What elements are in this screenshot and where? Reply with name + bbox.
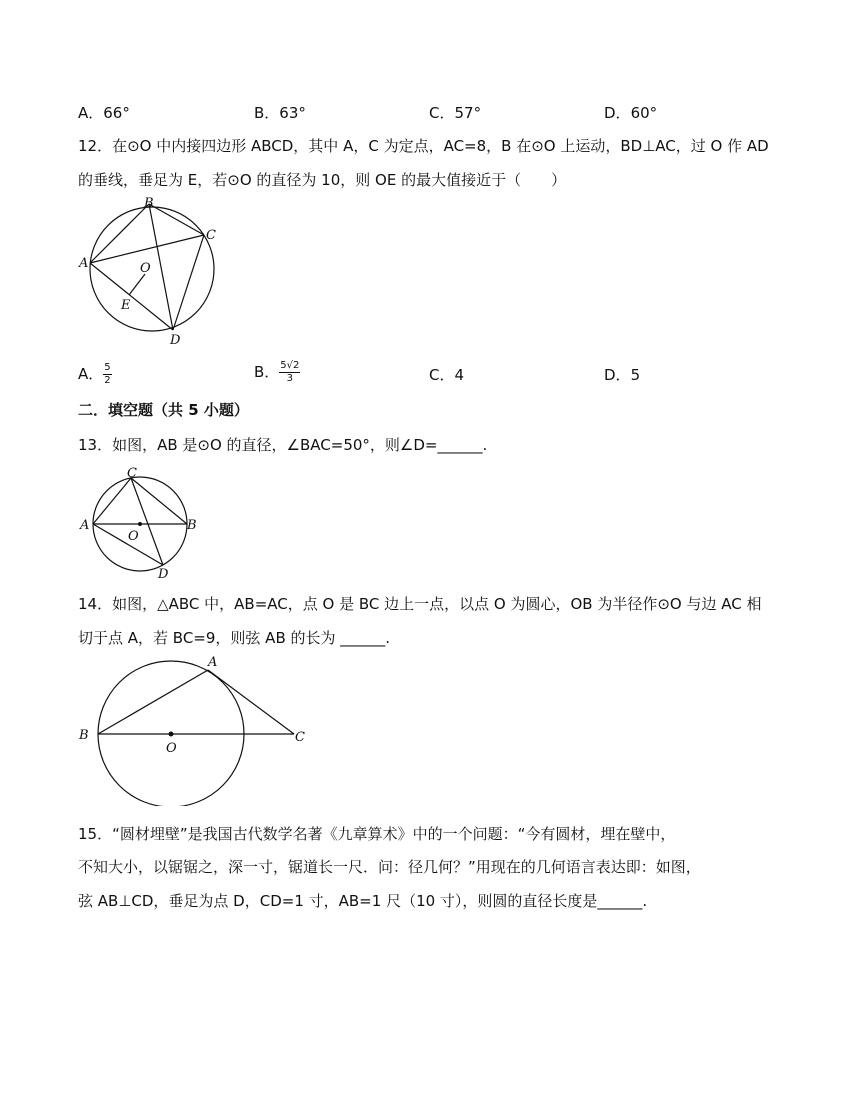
q14-segment-ba xyxy=(98,670,208,734)
q14-label-a: A xyxy=(208,655,218,670)
q12-segment-ac xyxy=(90,235,204,263)
q14-label-b: B xyxy=(79,728,89,743)
q12-label-d: D xyxy=(170,333,181,348)
q11-option-c[interactable]: C．57° xyxy=(429,104,482,122)
q15-text-line2: 不知大小，以锯锯之，深一寸，锯道长一尺．问：径几何？”用现在的几何语言表达即：如图， xyxy=(78,858,701,876)
q12-segment-cd xyxy=(173,235,204,330)
q11-option-b[interactable]: B．63° xyxy=(254,104,306,122)
q15-text-line3: 弦 AB⊥CD，垂足为点 D，CD=1 寸，AB=1 尺（10 寸），则圆的直径长度是______. xyxy=(78,892,648,910)
q14-text-line1: 14．如图，△ABC 中，AB=AC，点 O 是 BC 边上一点，以点 O 为圆心，OB 为半径作⊙O 与边 AC 相 xyxy=(78,595,762,613)
q12-option-b[interactable]: B． $\frac{5√2}{3}$ xyxy=(254,360,300,384)
q14-label-o: O xyxy=(166,741,177,756)
q11-option-d[interactable]: D．60° xyxy=(604,104,658,122)
q13-label-a: A xyxy=(80,518,90,533)
q12-figure xyxy=(76,192,226,352)
q14-center-dot xyxy=(169,732,174,737)
q14-figure xyxy=(76,652,316,806)
q12-text-line1: 12．在⊙O 中内接四边形 ABCD，其中 A，C 为定点，AC=8，B 在⊙O 上运动，BD⊥AC，过 O 作 AD xyxy=(78,137,769,155)
q14-text-line2: 切于点 A，若 BC=9，则弦 AB 的长为 ______. xyxy=(78,629,391,647)
q13-label-d: D xyxy=(158,567,169,582)
q13-label-c: C xyxy=(127,466,137,481)
section-heading-fill-in: 二．填空题（共 5 小题） xyxy=(78,401,249,419)
q12-segment-oe xyxy=(129,274,145,295)
q12-option-a-fraction: $\frac{5}{2}$ xyxy=(104,362,111,386)
q12-segment-bc xyxy=(149,204,204,235)
q13-label-o: O xyxy=(128,529,139,544)
q12-label-o: O xyxy=(140,261,151,276)
q12-text-line2: 的垂线，垂足为 E，若⊙O 的直径为 10，则 OE 的最大值接近于（ ） xyxy=(78,171,567,189)
q12-label-a: A xyxy=(79,256,89,271)
q13-label-b: B xyxy=(187,518,197,533)
q13-text: 13．如图，AB 是⊙O 的直径，∠BAC=50°，则∠D=______. xyxy=(78,436,488,454)
q12-option-a[interactable]: A． $\frac{5}{2}$ xyxy=(78,362,111,386)
q12-option-b-fraction: $\frac{5√2}{3}$ xyxy=(280,360,300,384)
q11-option-a[interactable]: A．66° xyxy=(78,104,130,122)
q12-option-c[interactable]: C．4 xyxy=(429,366,465,384)
q12-label-c: C xyxy=(206,228,216,243)
q12-segment-ad xyxy=(90,263,173,330)
q12-label-e: E xyxy=(121,298,131,313)
q12-option-d[interactable]: D．5 xyxy=(604,366,641,384)
q12-segment-bd xyxy=(149,204,173,330)
q14-segment-ac xyxy=(208,670,294,734)
q12-label-b: B xyxy=(144,196,154,211)
q14-label-c: C xyxy=(295,730,305,745)
q12-segment-ab xyxy=(90,204,149,263)
q13-figure xyxy=(78,462,204,582)
q13-center-dot xyxy=(138,522,142,526)
q15-text-line1: 15．“圆材埋壁”是我国古代数学名著《九章算术》中的一个问题：“今有圆材，埋在壁中， xyxy=(78,825,676,843)
